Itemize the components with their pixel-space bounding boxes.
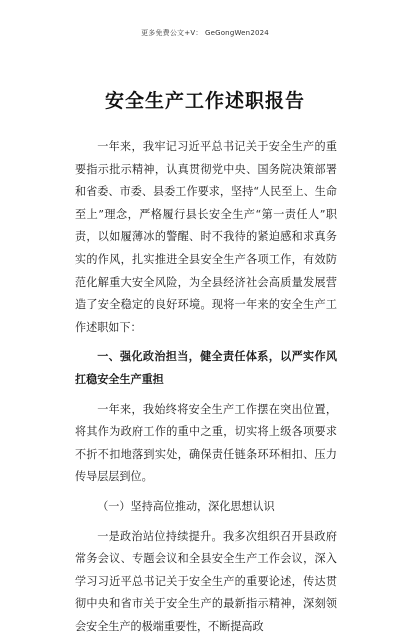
document-body xyxy=(75,136,337,638)
subsection-1-paragraph: 一是政治站位持续提升。我多次组织召开县政府常务会议、专题会议和全县安全生产工作会议，深入学习习近平总书记关于安全生产的重要论述，传达贯彻中央和省市关于安全生产的最新指示精神，深刻领会安全生产的极端重要性，不断提高政 xyxy=(75,526,337,638)
document-title: 安全生产工作述职报告 xyxy=(0,86,410,113)
header-note: 更多免费公文+V： GeGongWen2024 xyxy=(0,28,410,38)
intro-paragraph: 一年来，我牢记习近平总书记关于安全生产的重要指示批示精神，认真贯彻党中央、国务院决策部署和省委、市委、县委工作要求，坚持“人民至上、生命至上”理念，严格履行县长安全生产“第一责任人”职责，以如履薄冰的警醒、时不我待的紧迫感和求真务实的作风，扎实推进全县安全生产各项工作，有效防范化解重大安全风险，为全县经济社会高质量发展营造了安全稳定的良好环境。现将一年来的安全生产工作述职如下： xyxy=(75,136,337,339)
subsection-heading-1: （一）坚持高位推动，深化思想认识 xyxy=(75,496,337,519)
section-1-paragraph: 一年来，我始终将安全生产工作摆在突出位置，将其作为政府工作的重中之重，切实将上级各项要求不折不扣地落到实处，确保责任链条环环相扣、压力传导层层到位。 xyxy=(75,399,337,489)
section-heading-1: 一、强化政治担当，健全责任体系，以严实作风扛稳安全生产重担 xyxy=(75,346,337,391)
